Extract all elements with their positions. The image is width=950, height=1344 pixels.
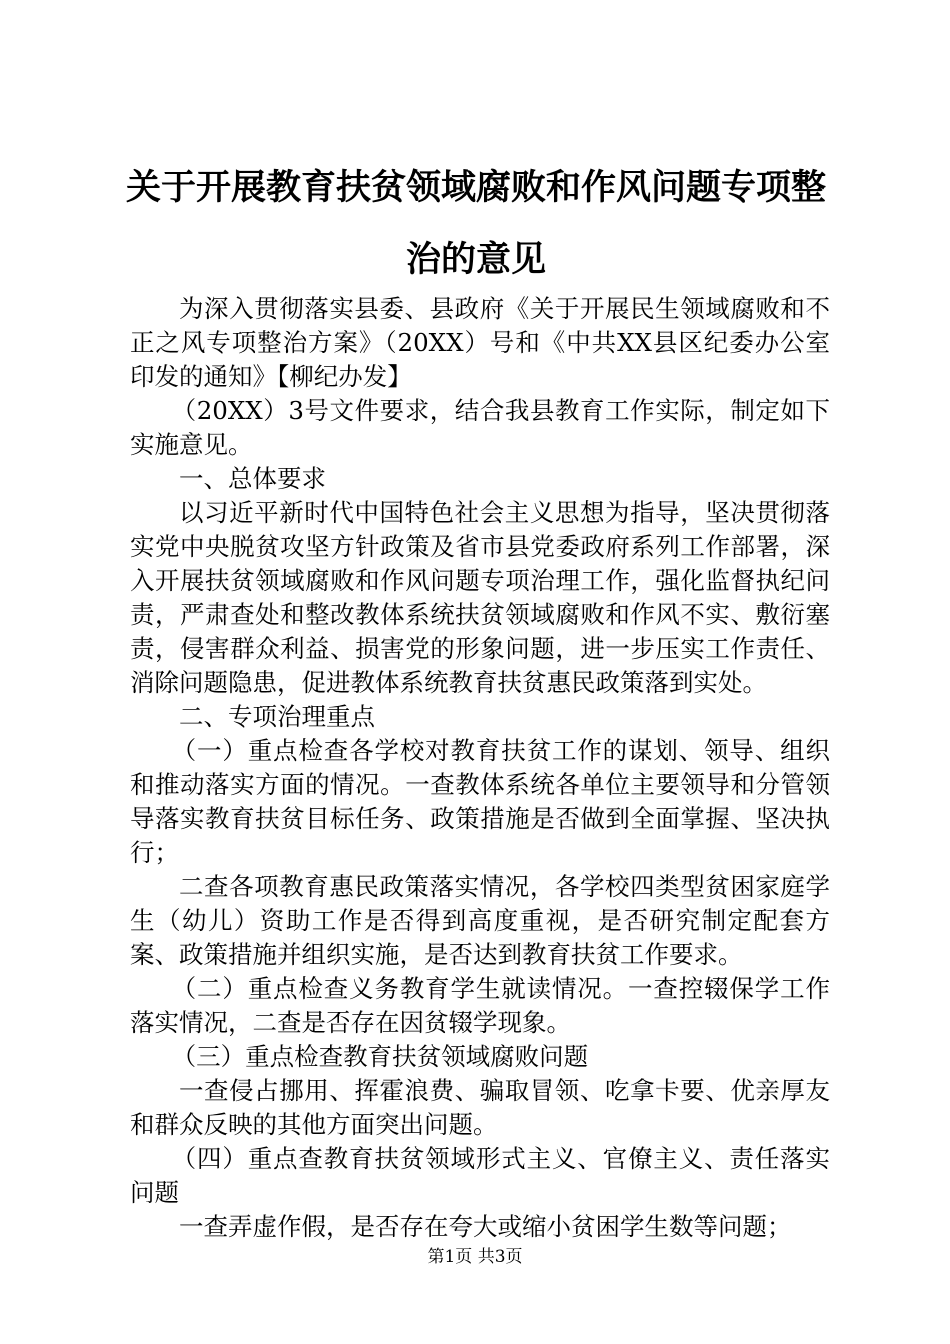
section-heading-general-requirements: 一、总体要求 [179, 464, 326, 493]
paragraph-focus-3: 一查侵占挪用、挥霍浪费、骗取冒领、吃拿卡要、优亲厚友和群众反映的其他方面突出问题。 [130, 1076, 830, 1139]
paragraph-focus-2: （二）重点检查义务教育学生就读情况。一查控辍保学工作落实情况，二查是否存在因贫辍学现象。 [130, 974, 830, 1037]
document-body [130, 292, 830, 1244]
paragraph-intro-continued: （20XX）3号文件要求，结合我县教育工作实际，制定如下实施意见。 [130, 396, 830, 459]
document-title: 关于开展教育扶贫领域腐败和作风问题专项整治的意见 [125, 168, 826, 280]
section-heading-governance-focus: 二、专项治理重点 [179, 702, 375, 731]
paragraph-focus-1-continued: 二查各项教育惠民政策落实情况，各学校四类型贫困家庭学生（幼儿）资助工作是否得到高度重视，是否研究制定配套方案、政策措施并组织实施，是否达到教育扶贫工作要求。 [130, 872, 830, 969]
paragraph-focus-1: （一）重点检查各学校对教育扶贫工作的谋划、领导、组织和推动落实方面的情况。一查教体系统各单位主要领导和分管领导落实教育扶贫目标任务、政策措施是否做到全面掌握、坚决执行； [130, 736, 830, 867]
paragraph-focus-4-heading: （四）重点查教育扶贫领域形式主义、官僚主义、责任落实问题 [130, 1144, 830, 1207]
paragraph-focus-3-heading: （三）重点检查教育扶贫领域腐败问题 [171, 1042, 589, 1071]
paragraph-focus-4: 一查弄虚作假，是否存在夸大或缩小贫困学生数等问题； [179, 1212, 792, 1241]
paragraph-general-requirements: 以习近平新时代中国特色社会主义思想为指导，坚决贯彻落实党中央脱贫攻坚方针政策及省市县党委政府系列工作部署，深入开展扶贫领域腐败和作风问题专项治理工作，强化监督执纪问责，严肃查处和整改教体系统扶贫领域腐败和作风不实、敷衍塞责，侵害群众利益、损害党的形象问题，进一步压实工作责任、消除问题隐患，促进教体系统教育扶贫惠民政策落到实处。 [130, 498, 830, 697]
paragraph-intro: 为深入贯彻落实县委、县政府《关于开展民生领域腐败和不正之风专项整治方案》（20XX）号和《中共XX县区纪委办公室印发的通知》【柳纪办发】 [130, 294, 830, 391]
page-footer: 第1页 共3页 [427, 1247, 523, 1267]
